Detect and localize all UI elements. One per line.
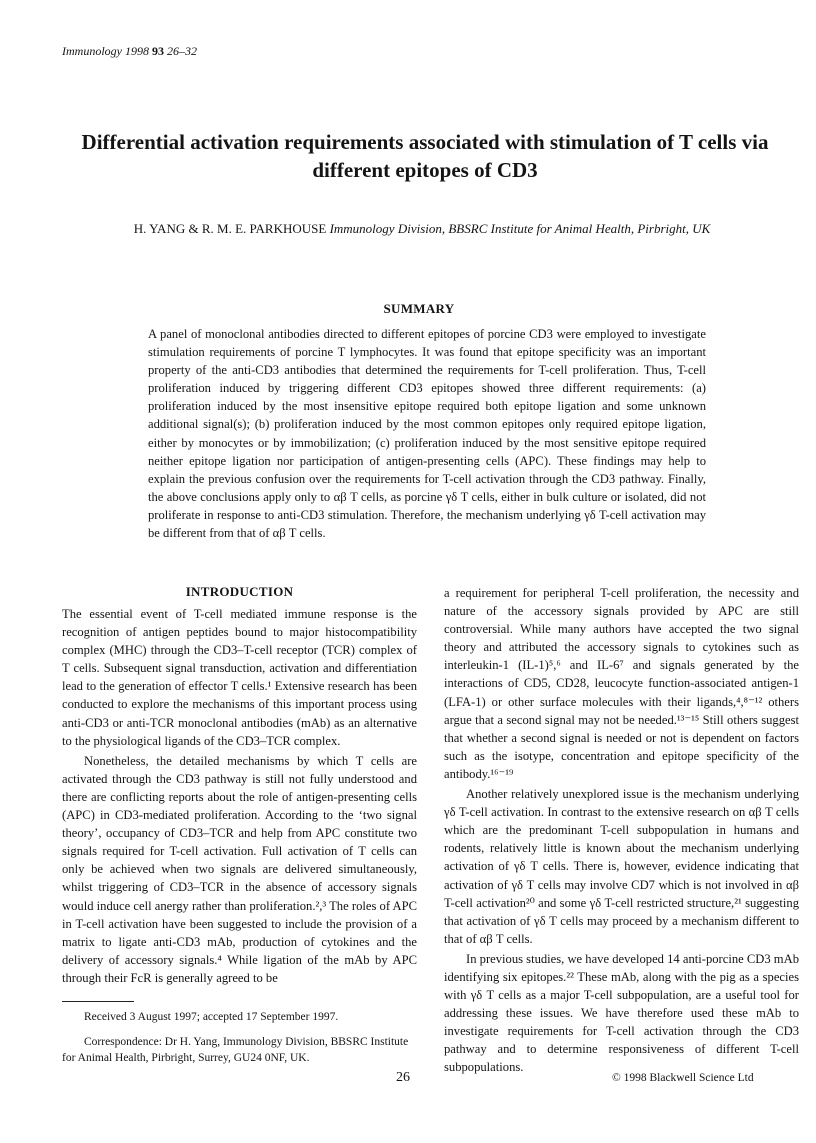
correspondence-footnote: Correspondence: Dr H. Yang, Immunology Division, BBSRC Institute for Animal Health, Pirbright, Surrey, GU24 0NF, UK.	[62, 1036, 409, 1064]
intro-paragraph-3: a requirement for peripheral T-cell proliferation, the necessity and nature of the accessory signals provided by APC are still controversial. While many authors have accepted the two signal theory and attributed the accessory signals to cytokines such as interleukin-1 (IL-1)⁵,⁶ and IL-6⁷ and signals generated by the interactions of CD5, CD28, leucocyte function-associated antigen-1 (LFA-1) or other surface molecules with their ligands,⁴,⁸⁻¹² others argue that a second signal may not be needed.¹³⁻¹⁵ Still others suggest that whether a second signal is needed or not is dependent on factors such as the isotype, concentration and epitope specificity of the antibody.¹⁶⁻¹⁹	[444, 586, 799, 781]
right-column	[444, 584, 799, 1077]
intro-paragraph-2: Nonetheless, the detailed mechanisms by which T cells are activated through the CD3 pathway is still not fully understood and there are conflicting reports about the role of antigen-presenting cells (APC) in CD3-mediated proliferation. According to the ‘two signal theory’, occupancy of CD3–TCR and help from APC constitute two signals required for T-cell activation. Full activation of T cells can only be achieved when two signals are delivered simultaneously, whilst triggering of CD3–TCR in the absence of accessory signals would induce cell anergy rather than proliferation.²,³ The roles of APC in T-cell activation have been suggested to include the provision of a matrix to ligate anti-CD3 mAb, production of cytokines and the delivery of accessory signals.⁴ While ligation of the mAb by APC through their FcR is generally agreed to be	[62, 753, 417, 985]
journal-name: Immunology	[62, 44, 122, 58]
intro-paragraph-5: In previous studies, we have developed 14 anti-porcine CD3 mAb identifying six epitopes.²² These mAb, along with the pig as a species with γδ T cells as a major T-cell subpopulation, are a useful tool for addressing these issues. We have therefore used these mAb to investigate requirements for T-cell activation through the CD3 pathway and to determine responsiveness of different T-cell subpopulations.	[444, 951, 799, 1075]
summary-text: A panel of monoclonal antibodies directed to different epitopes of porcine CD3 were employed to investigate stimulation requirements of porcine T lymphocytes. It was found that epitope specificity was an important property of the anti-CD3 antibodies that determined the requirements for T-cell proliferation. Thus, T-cell proliferation induced by triggering different CD3 epitopes showed three different requirements: (a) proliferation induced by the most insensitive epitope required both epitope ligation and some unknown additional signal(s); (b) proliferation induced by the most common epitopes only required epitope ligation, either by monocytes or by immobilization; (c) proliferation induced by the most sensitive epitope required neither epitope ligation nor participation of antigen-presenting cells (APC). These findings may help to explain the previous confusion over the requirements for T-cell activation through the CD3 pathway. Finally, the above conclusions apply only to αβ T cells, as porcine γδ T cells, either in bulk culture or isolated, did not proliferate in response to anti-CD3 stimulation. Therefore, the mechanism underlying γδ T-cell activation may be different from that of αβ T cells.	[148, 327, 706, 541]
intro-paragraph-4: Another relatively unexplored issue is the mechanism underlying γδ T-cell activation. In contrast to the extensive research on αβ T cells which are the predominant T-cell subpopulation in humans and rodents, relatively little is known about the mechanism underlying activation of γδ T cells. There is, however, evidence indicating that activation of γδ T cells may involve CD7 which is not involved in αβ T-cell activation²⁰ and some γδ T-cell restricted structure,²¹ suggesting that activation of γδ T cells may proceed by a mechanism different to that of αβ T cells.	[444, 787, 799, 946]
journal-citation	[62, 44, 197, 59]
summary-heading: SUMMARY	[383, 301, 455, 316]
affiliation: Immunology Division, BBSRC Institute for Animal Health, Pirbright, UK	[329, 221, 711, 236]
author-line	[60, 221, 784, 237]
left-column	[62, 605, 417, 987]
article-title: Differential activation requirements associated with stimulation of T cells via different epitopes of CD3	[81, 130, 769, 182]
journal-volume: 93	[152, 44, 164, 58]
intro-paragraph-1: The essential event of T-cell mediated immune response is the recognition of antigen peptides bound to major histocompatibility complex (MHC) through the CD3–T-cell receptor (TCR) complex of T cells. Subsequent signal transduction, activation and differentiation lead to the generation of effector T cells.¹ Extensive research has been conducted to explore the mechanisms of this important process using anti-CD3 or anti-TCR monoclonal antibodies (mAb) as an alternative to the physiological ligands of the CD3–TCR complex.	[62, 607, 417, 748]
journal-pages: 26–32	[167, 44, 197, 58]
received-footnote: Received 3 August 1997; accepted 17 September 1997.	[84, 1011, 339, 1023]
page-number: 26	[396, 1070, 410, 1085]
footnote-divider	[62, 1001, 134, 1002]
introduction-heading: INTRODUCTION	[185, 584, 294, 599]
journal-year: 1998	[125, 44, 149, 58]
copyright-notice: © 1998 Blackwell Science Ltd	[612, 1072, 754, 1084]
authors: H. YANG & R. M. E. PARKHOUSE	[133, 221, 327, 236]
